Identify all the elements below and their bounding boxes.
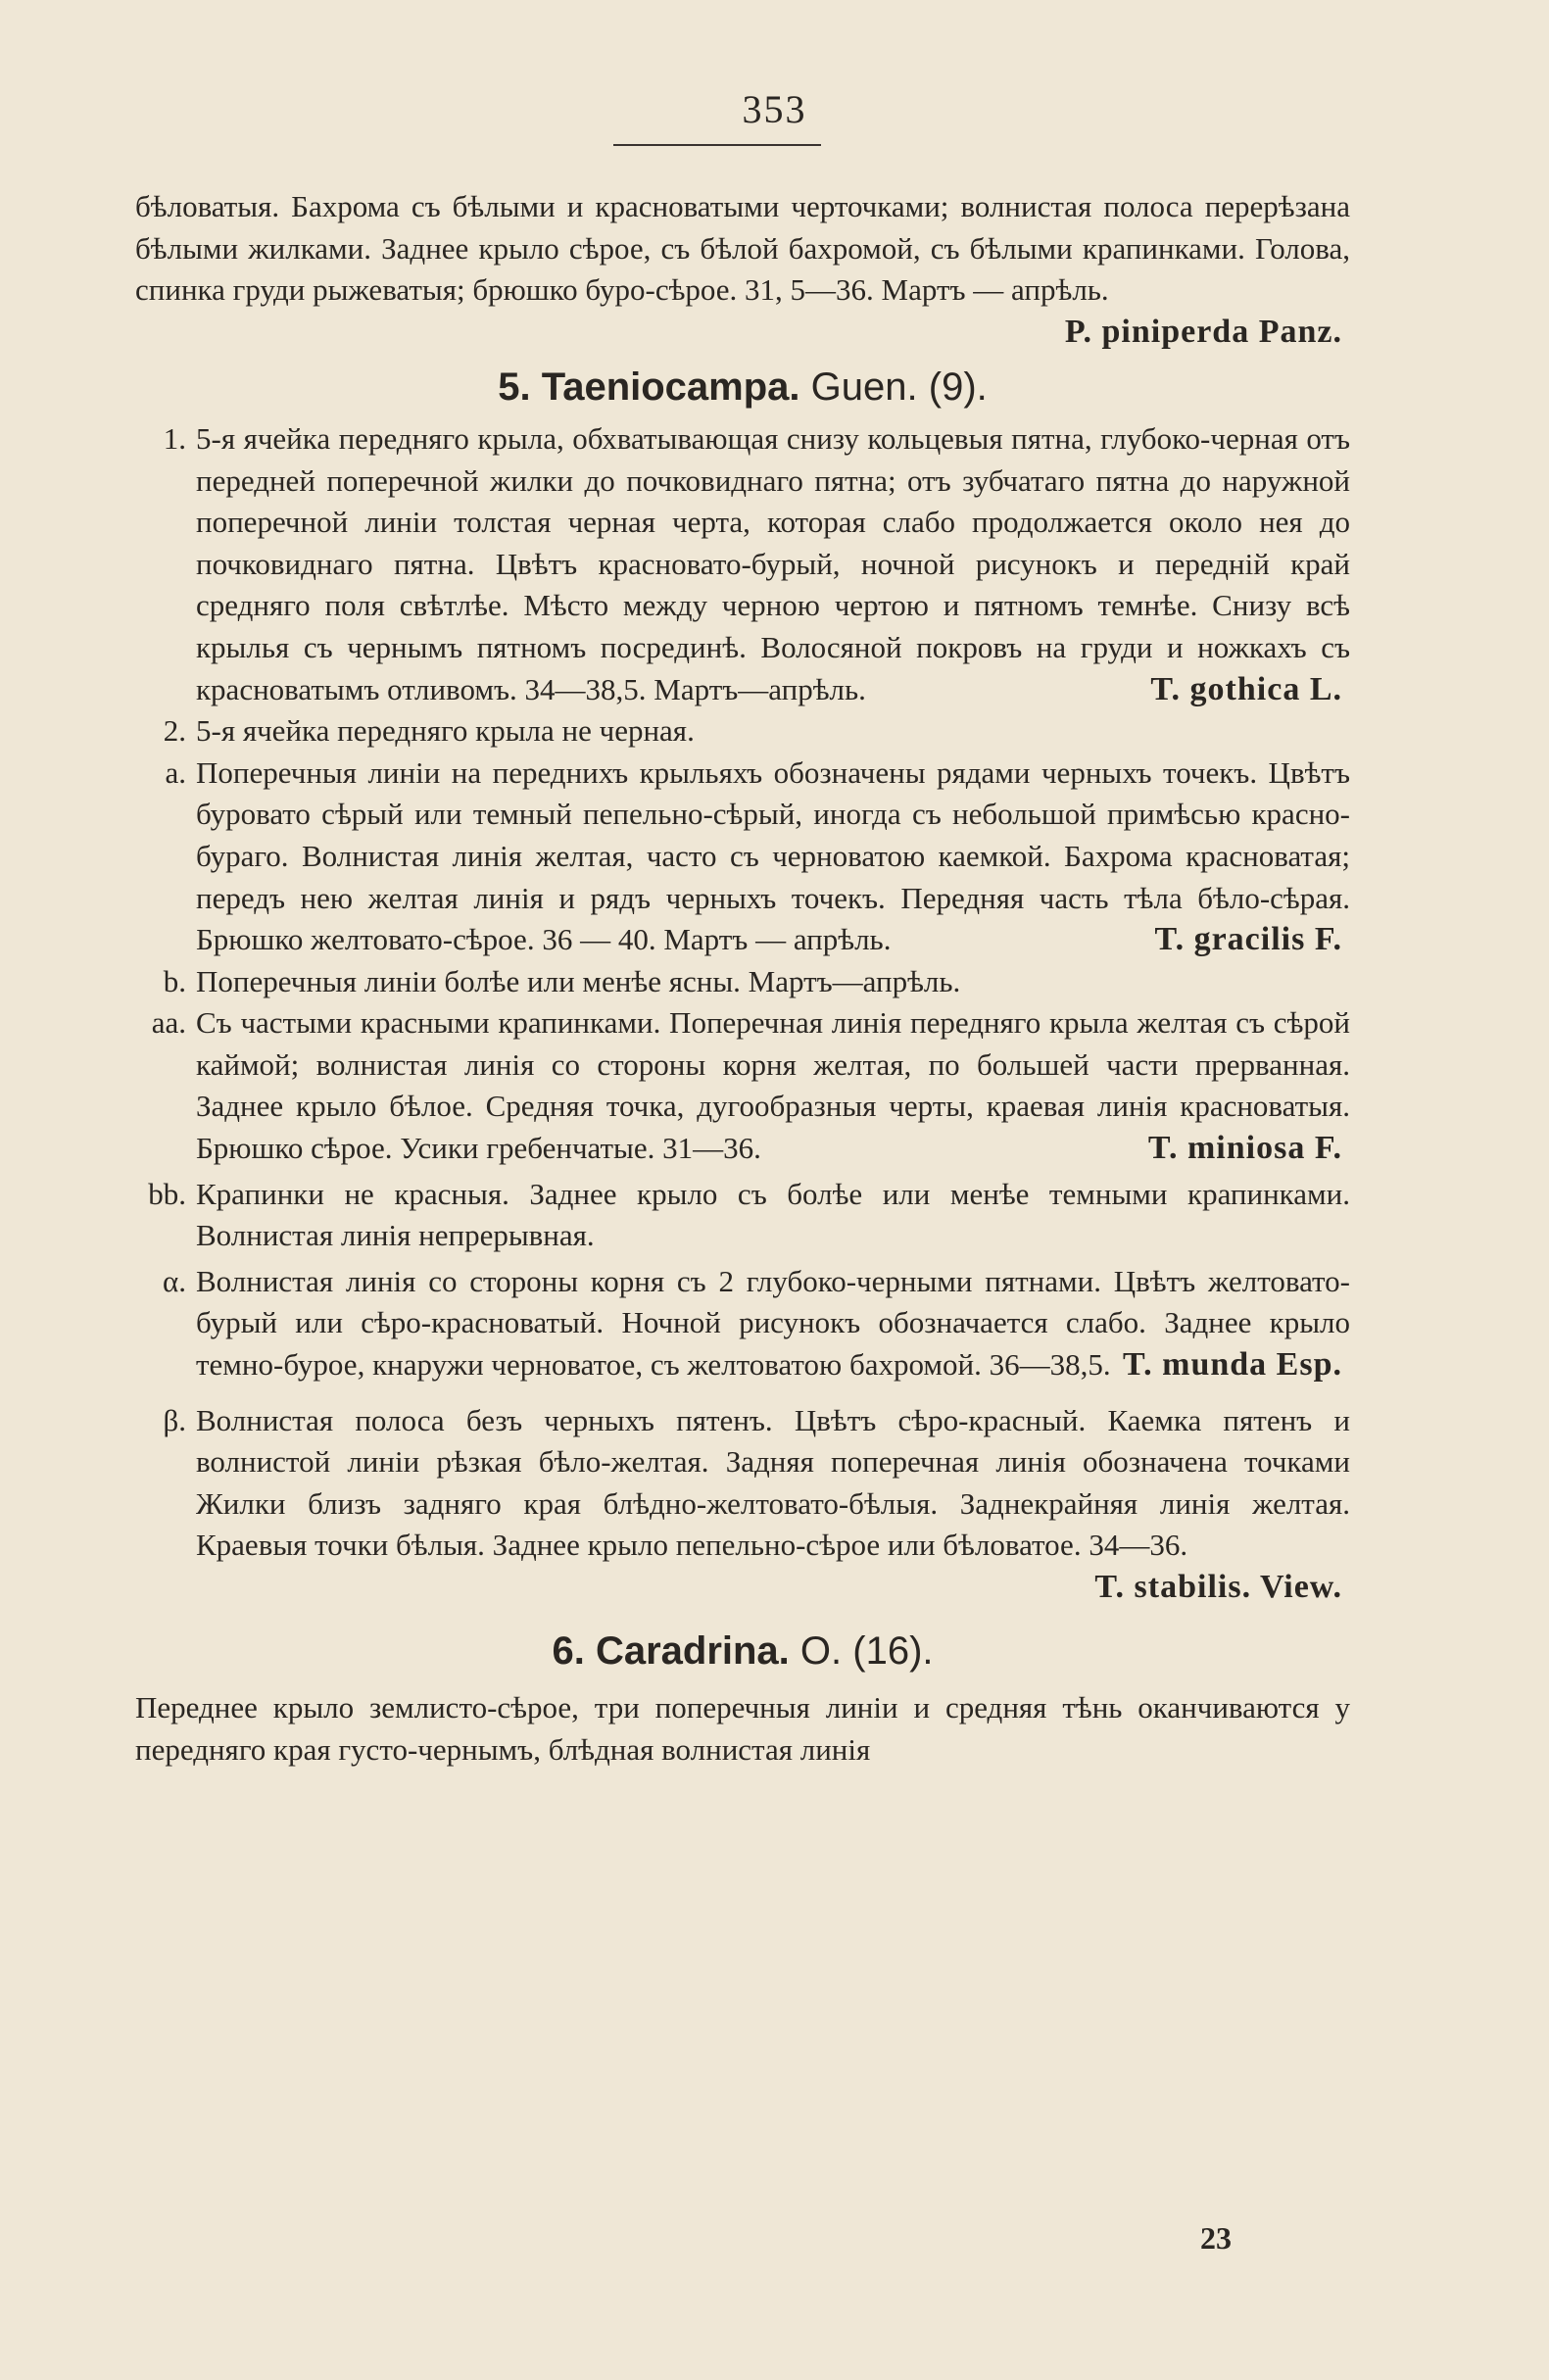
signature-mark: 23 xyxy=(1200,2220,1232,2256)
entry-text: Съ частыми красными крапинками. Поперечная линія передняго крыла желтая съ сѣрой каймой; волнистая линія со стороны корня желтая, по большей части прерванная. Заднее крыло бѣлое. Средняя точка, дугообразныя черты, краевая линія красноватыя. Брюшко сѣрое. Усики гребенчатые. 31—36. xyxy=(196,1005,1350,1166)
entry-text: Волнистая полоса безъ черныхъ пятенъ. Цвѣтъ сѣро-красный. Каемка пятенъ и волнистой линіи рѣзкая бѣло-желтая. Задняя поперечная линія обозначена точками Жилки близъ задняго края блѣдно-желтовато-бѣлыя. Заднекрайняя линія желтая. Краевыя точки бѣлыя. Заднее крыло пепельно-сѣрое или бѣловатое. 34—36. xyxy=(196,1402,1350,1563)
entry-text: Волнистая линія со стороны корня съ 2 глубоко-черными пятнами. Цвѣтъ желтовато-бурый или сѣро-красноватый. Ночной рисунокъ обозначается слабо. Заднее крыло темно-бурое, кнаружи черноватое, съ желтоватою бахромой. 36—38,5. xyxy=(196,1263,1350,1383)
intro-species: P. piniperda Panz. xyxy=(1064,313,1342,350)
key-entry xyxy=(135,418,1350,710)
page-body xyxy=(135,186,1350,1771)
entry-species: T. gracilis F. xyxy=(1154,921,1342,958)
intro-paragraph: бѣловатыя. Бахрома съ бѣлыми и красноватыми черточками; волнистая полоса перерѣзана бѣлыми жилками. Заднее крыло сѣрое, съ бѣлой бахромой, съ бѣлыми крапинками. Голова, спинка груди рыжеватыя; брюшко буро-сѣрое. 31, 5—36. Мартъ — апрѣль. xyxy=(135,189,1350,308)
entry-species: T. stabilis. View. xyxy=(1094,1569,1342,1605)
key-entry xyxy=(135,753,1350,961)
key-entries xyxy=(135,418,1350,1609)
key-entry xyxy=(135,1002,1350,1169)
entry-species: T. munda Esp. xyxy=(1122,1346,1342,1384)
entry-species: T. gothica L. xyxy=(1150,670,1342,707)
entry-marker: β. xyxy=(163,1402,186,1437)
entry-text: 5-я ячейка передняго крыла не черная. xyxy=(196,713,695,749)
entry-text: Крапинки не красныя. Заднее крыло съ болѣе или менѣе темными крапинками. Волнистая линія непрерывная. xyxy=(196,1176,1350,1253)
closing-paragraph: Переднее крыло землисто-сѣрое, три поперечныя линіи и средняя тѣнь оканчиваются у передняго края густо-чернымъ, блѣдная волнистая линія xyxy=(135,1690,1350,1767)
key-entry xyxy=(135,961,1350,1003)
key-entry xyxy=(135,1400,1350,1609)
entry-marker: aa. xyxy=(151,1005,186,1041)
entry-marker: 2. xyxy=(163,713,186,749)
key-entry xyxy=(135,1261,1350,1386)
entry-text: 5-я ячейка передняго крыла, обхватывающая снизу кольцевыя пятна, глубоко-черная отъ передней поперечной жилки до почковиднаго пятна; отъ зубчатаго пятна до наружной поперечной линіи толстая черная черта, которая слабо продолжается около нея до почковиднаго пятна. Цвѣтъ красновато-бурый, ночной рисунокъ и передній край средняго поля свѣтлѣе. Мѣсто между черною чертою и пятномъ темнѣе. Снизу всѣ крылья съ чернымъ пятномъ посрединѣ. Волосяной покровъ на груди и ножкахъ съ красноватымъ отливомъ. 34—38,5. Мартъ—апрѣль. xyxy=(196,420,1350,706)
section-heading-6: 6. Caradrina. O. (16). xyxy=(552,1628,934,1673)
page-number: 353 xyxy=(742,87,807,131)
entry-marker: a. xyxy=(165,754,186,790)
entry-marker: bb. xyxy=(148,1176,186,1211)
entry-marker: α. xyxy=(163,1263,186,1298)
entry-text: Поперечныя линіи болѣе или менѣе ясны. Мартъ—апрѣль. xyxy=(196,963,961,998)
page-number-rule xyxy=(613,144,821,146)
key-entry xyxy=(135,1174,1350,1257)
entry-text: Поперечныя линіи на переднихъ крыльяхъ обозначены рядами черныхъ точекъ. Цвѣтъ буровато сѣрый или темный пепельно-сѣрый, иногда съ небольшой примѣсью красно-бураго. Волнистая линія желтая, часто съ черноватою каемкой. Бахрома красноватая; передъ нею желтая линія и рядъ черныхъ точекъ. Передняя часть тѣла бѣло-сѣрая. Брюшко желтовато-сѣрое. 36 — 40. Мартъ — апрѣль. xyxy=(196,754,1350,957)
entry-marker: 1. xyxy=(163,420,186,456)
section-heading-5: 5. Taeniocampa. Guen. (9). xyxy=(498,365,988,410)
key-entry xyxy=(135,710,1350,753)
entry-marker: b. xyxy=(163,963,186,998)
entry-species: T. miniosa F. xyxy=(1147,1130,1342,1167)
